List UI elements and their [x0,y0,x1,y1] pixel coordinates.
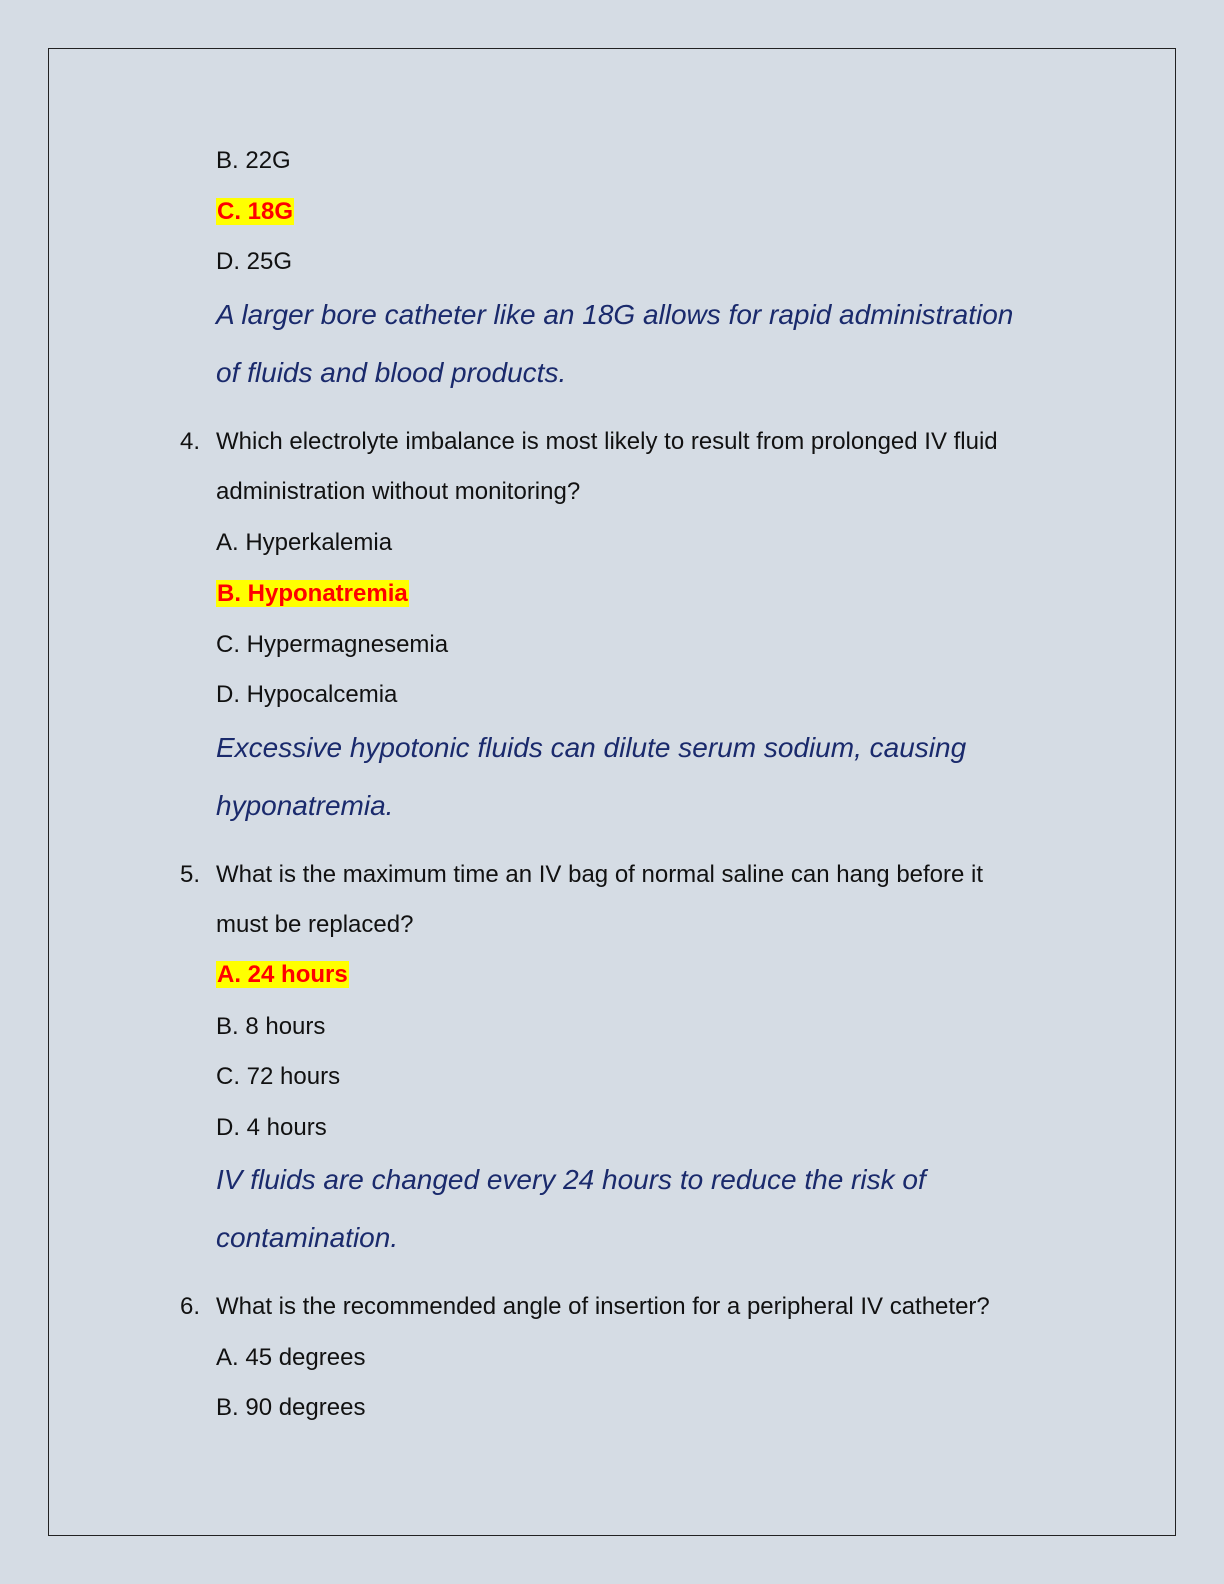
q3-option-d: D. 25G [216,248,293,275]
q5-option-a-correct [216,960,349,990]
correct-answer-highlight: C. 18G [217,198,294,225]
q5-stem-line-1: What is the maximum time an IV bag of normal saline can hang before it [216,861,984,888]
q6-stem-line-1: What is the recommended angle of insertion for a peripheral IV catheter? [216,1293,990,1320]
q4-number: 4. [180,428,201,455]
q5-rationale-line-2: contamination. [216,1222,399,1253]
q4-option-d: D. Hypocalcemia [216,681,398,708]
q6-option-a: A. 45 degrees [216,1344,366,1371]
q5-number: 5. [180,861,201,888]
q3-option-c-correct [216,197,294,227]
q4-option-a: A. Hyperkalemia [216,529,393,556]
q6-number: 6. [180,1293,201,1320]
q3-option-b: B. 22G [216,147,291,174]
q4-option-c: C. Hypermagnesemia [216,631,449,658]
q5-option-c: C. 72 hours [216,1063,341,1090]
q5-rationale-line-1: IV fluids are changed every 24 hours to reduce the risk of [216,1164,926,1195]
q3-rationale-line-2: of fluids and blood products. [216,357,567,388]
correct-answer-highlight: A. 24 hours [217,961,348,988]
q4-rationale-line-2: hyponatremia. [216,790,394,821]
q3-rationale-line-1: A larger bore catheter like an 18G allows for rapid administration [216,299,1014,330]
q4-option-b-correct [216,579,409,609]
q6-option-b: B. 90 degrees [216,1394,366,1421]
q4-stem-line-2: administration without monitoring? [216,478,581,505]
q4-stem-line-1: Which electrolyte imbalance is most likely to result from prolonged IV fluid [216,428,998,455]
correct-answer-highlight: B. Hyponatremia [217,580,408,607]
q5-option-d: D. 4 hours [216,1114,327,1141]
q5-option-b: B. 8 hours [216,1013,326,1040]
q4-rationale-line-1: Excessive hypotonic fluids can dilute serum sodium, causing [216,732,967,763]
q5-stem-line-2: must be replaced? [216,911,414,938]
